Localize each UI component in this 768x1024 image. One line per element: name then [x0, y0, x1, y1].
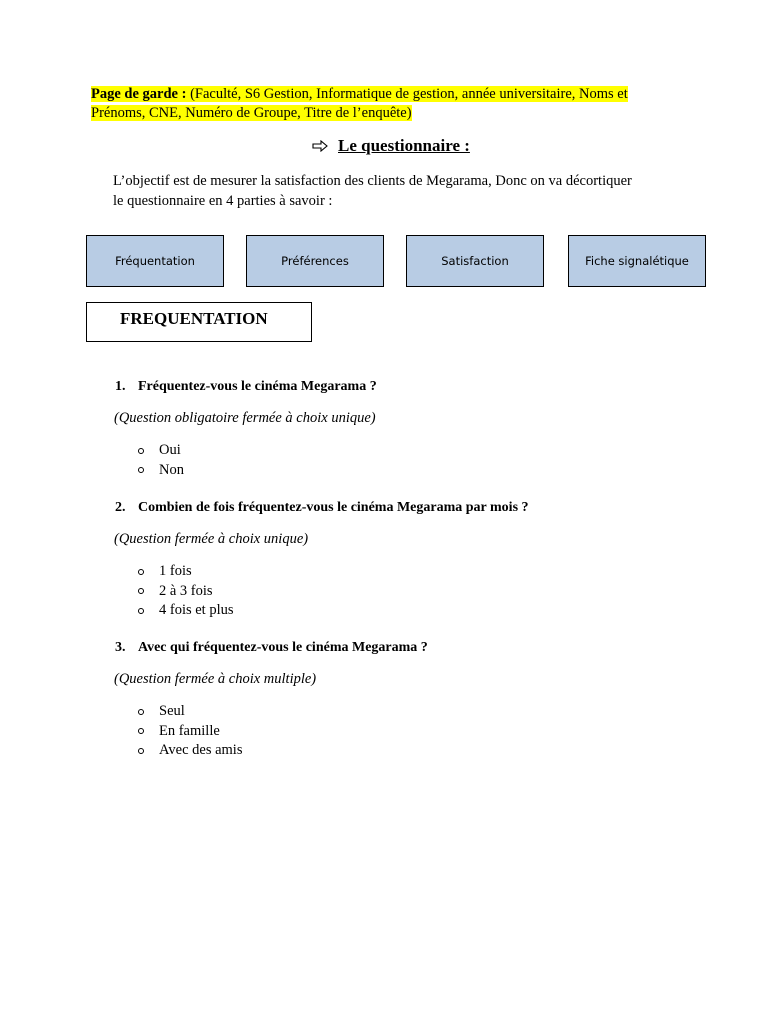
option-item [138, 562, 234, 582]
option-label: Avec des amis [159, 742, 243, 758]
circle-bullet-icon [138, 588, 144, 594]
question-2-options [138, 562, 234, 621]
part-preferences: Préférences [246, 235, 384, 287]
intro-line-2: le questionnaire en 4 parties à savoir : [113, 193, 333, 209]
circle-bullet-icon [138, 709, 144, 715]
option-label: 1 fois [159, 563, 192, 579]
question-3-note: (Question fermée à choix multiple) [114, 671, 317, 687]
questionnaire-parts [86, 235, 706, 287]
option-item [138, 702, 242, 722]
option-item [138, 601, 234, 621]
option-label: Non [159, 461, 184, 478]
question-text: Combien de fois fréquentez-vous le cinéma Megarama par mois ? [138, 500, 529, 515]
part-satisfaction: Satisfaction [406, 235, 544, 287]
cover-details-line-2: Prénoms, CNE, Numéro de Groupe, Titre de l’enquête) [91, 105, 412, 121]
intro-paragraph [113, 171, 683, 211]
circle-bullet-icon [138, 608, 144, 614]
circle-bullet-icon [138, 467, 144, 473]
option-label: 4 fois et plus [159, 602, 234, 618]
question-text: Avec qui fréquentez-vous le cinéma Megarama ? [138, 640, 428, 655]
option-item [138, 722, 242, 742]
option-item [138, 461, 184, 481]
question-number: 2. [115, 500, 126, 515]
option-label: En famille [159, 722, 220, 739]
cover-label: Page de garde : [91, 86, 187, 102]
part-frequentation: Fréquentation [86, 235, 224, 287]
part-fiche-signaletique: Fiche signalétique [568, 235, 706, 287]
circle-bullet-icon [138, 448, 144, 454]
question-number: 1. [115, 379, 126, 394]
arrow-right-outline-icon [312, 140, 328, 152]
option-label: Oui [159, 442, 181, 458]
section-title: FREQUENTATION [120, 309, 268, 328]
option-label: Seul [159, 703, 185, 719]
cover-details-line-1: (Faculté, S6 Gestion, Informatique de gestion, année universitaire, Noms et [190, 86, 628, 102]
circle-bullet-icon [138, 748, 144, 754]
question-number: 3. [115, 640, 126, 655]
question-text: Fréquentez-vous le cinéma Megarama ? [138, 379, 377, 394]
cover-highlight-line-1 [91, 86, 628, 102]
questionnaire-title: Le questionnaire : [338, 136, 470, 155]
option-item [138, 741, 242, 761]
question-3 [115, 640, 428, 656]
cover-page-instructions [91, 85, 676, 123]
questionnaire-heading [312, 136, 470, 156]
option-item [138, 441, 184, 461]
question-1-note: (Question obligatoire fermée à choix unique) [114, 410, 376, 426]
option-label: 2 à 3 fois [159, 582, 213, 599]
section-title-box [86, 302, 312, 342]
question-1 [115, 379, 377, 395]
question-2 [115, 500, 529, 516]
question-1-options [138, 441, 184, 480]
intro-line-1: L’objectif est de mesurer la satisfaction des clients de Megarama, Donc on va décortiquer [113, 173, 632, 189]
question-2-note: (Question fermée à choix unique) [114, 531, 309, 547]
circle-bullet-icon [138, 728, 144, 734]
circle-bullet-icon [138, 569, 144, 575]
option-item [138, 582, 234, 602]
question-3-options [138, 702, 242, 761]
